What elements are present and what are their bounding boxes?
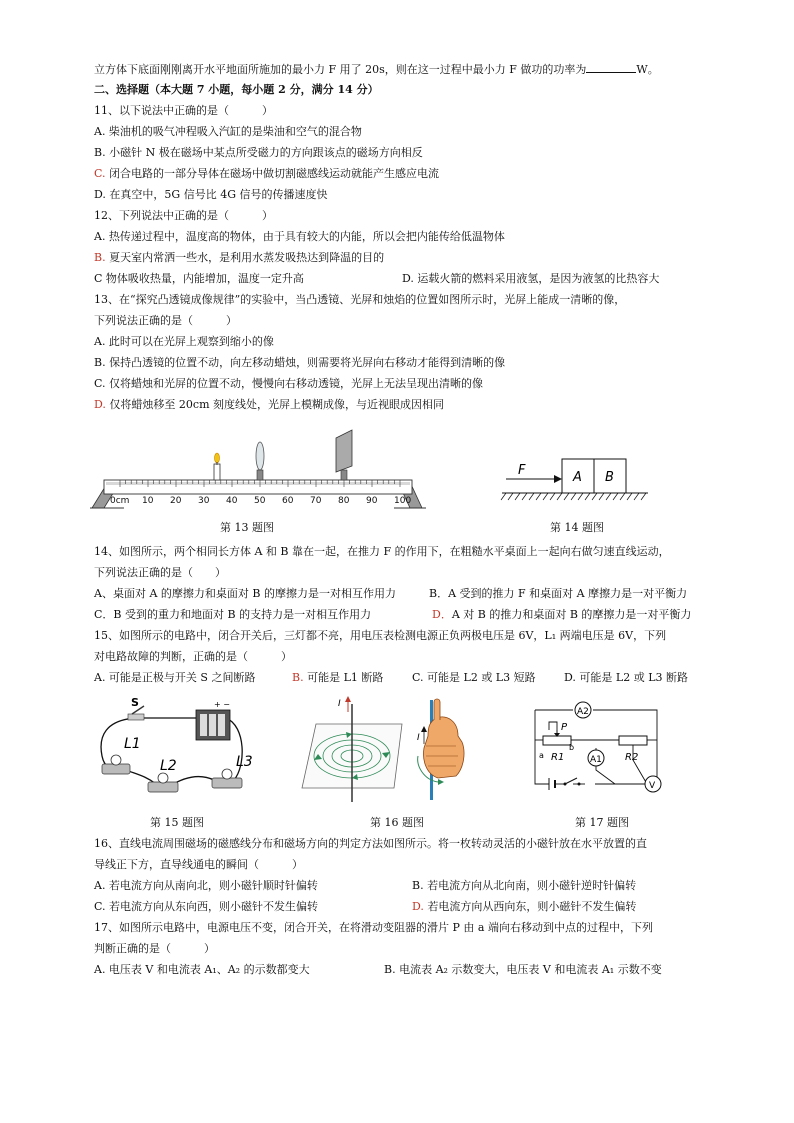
section-title: 二、选择题（本大题 7 小题，每小题 2 分，满分 14 分） — [94, 83, 379, 96]
fig17-b-end: b — [569, 743, 575, 752]
fig17-r2-label: R2 — [625, 752, 639, 763]
right-hand-icon — [418, 699, 464, 800]
q13-option-a: A. 此时可以在光屏上观察到缩小的像 — [94, 335, 274, 348]
ground-hatch — [536, 493, 541, 500]
fig13-caption: 第 13 题图 — [220, 521, 274, 534]
q15-option-b-text: 可能是 L1 断路 — [303, 671, 384, 684]
q13-option-c: C. 仅将蜡烛和光屏的位置不动，慢慢向右移动透镜，光屏上无法呈现出清晰的像 — [94, 377, 484, 390]
q17-option-a: A. 电压表 V 和电流表 A₁、A₂ 的示数都变大 — [94, 963, 310, 976]
fig15-l1-label: L1 — [124, 736, 141, 752]
q13-option-d-letter: D. — [94, 398, 106, 411]
q11-option-c — [94, 167, 439, 181]
bench-tick-label: 80 — [338, 496, 350, 506]
bench-tick-label: 60 — [282, 496, 294, 506]
ground-hatch — [522, 493, 527, 500]
q15-stem-1: 15、如图所示的电路中，闭合开关后，三灯都不亮，用电压表检测电源正负两极电压是 6V，L₁ 两端电压是 6V，下列 — [94, 629, 667, 642]
fig17-r1-label: R1 — [551, 752, 565, 763]
fig15-circuit — [96, 696, 256, 804]
ground-hatch — [641, 493, 646, 500]
q16-option-d — [412, 900, 636, 914]
intro-line — [94, 62, 659, 77]
candle — [214, 453, 220, 480]
q11-option-d: D. 在真空中，5G 信号比 4G 信号的传播速度快 — [94, 188, 328, 201]
q11-option-c-letter: C. — [94, 167, 106, 180]
intro-suffix: W。 — [636, 63, 659, 76]
fig17-v-label: V — [649, 781, 656, 791]
q15-option-b — [292, 671, 383, 685]
ground-hatch — [592, 493, 597, 500]
ground-hatch — [620, 493, 625, 500]
q13-stem-1: 13、在“探究凸透镜成像规律”的实验中，当凸透镜、光屏和烛焰的位置如图所示时，光屏上能成一清晰的像， — [94, 293, 626, 306]
fig17-circuit — [525, 700, 665, 800]
q14-stem-2: 下列说法正确的是（ ） — [94, 566, 226, 579]
q14-option-d — [432, 608, 691, 622]
fig15-switch-label: S — [131, 696, 139, 709]
q16-option-d-text: 若电流方向从西向东，则小磁针不发生偏转 — [423, 900, 637, 913]
q13-option-b: B. 保持凸透镜的位置不动，向左移动蜡烛，则需要将光屏向右移动才能得到清晰的像 — [94, 356, 506, 369]
q14-option-d-letter: D． — [432, 608, 452, 621]
q14-option-d-text: A 对 B 的推力和桌面对 B 的摩擦力是一对平衡力 — [451, 608, 692, 621]
bench-tick-label: 30 — [198, 496, 210, 506]
bench-tick-label: 20 — [170, 496, 182, 506]
q12-option-c: C 物体吸收热量，内能增加，温度一定升高 — [94, 272, 304, 285]
fig14-block-a: A — [573, 470, 582, 485]
ground-hatch — [599, 493, 604, 500]
q13-option-d — [94, 398, 444, 412]
ground-hatch — [529, 493, 534, 500]
fig17-a1-label: A1 — [590, 755, 602, 765]
q15-option-d: D. 可能是 L2 或 L3 断路 — [564, 671, 689, 684]
q11-option-c-text: 闭合电路的一部分导体在磁场中做切割磁感线运动就能产生感应电流 — [105, 167, 440, 180]
q16-option-a: A. 若电流方向从南向北，则小磁针顺时针偏转 — [94, 879, 318, 892]
q11-option-a: A. 柴油机的吸气冲程吸入汽缸的是柴油和空气的混合物 — [94, 125, 362, 138]
bench-tick-label: 100 — [394, 496, 412, 506]
fig15-l3-label: L3 — [236, 754, 253, 770]
ground-hatch — [543, 493, 548, 500]
q16-stem-2: 导线正下方，直导线通电的瞬间（ ） — [94, 858, 303, 871]
bench-tick-label: 40 — [226, 496, 238, 506]
q12-option-b-text: 夏天室内常洒一些水，是利用水蒸发吸热达到降温的目的 — [105, 251, 385, 264]
fig14-block-b: B — [605, 470, 614, 485]
battery-pack — [196, 700, 230, 740]
q15-stem-2: 对电路故障的判断，正确的是（ ） — [94, 650, 292, 663]
ground-hatch — [613, 493, 618, 500]
q13-option-d-text: 仅将蜡烛移至 20cm 刻度线处，光屏上模糊成像，与近视眼成因相同 — [105, 398, 445, 411]
q16-stem-1: 16、直线电流周围磁场的磁感线分布和磁场方向的判定方法如图所示。将一枚转动灵活的小磁针放在水平放置的直 — [94, 837, 647, 850]
lamp-l1 — [102, 755, 130, 774]
bench-tick-label: 50 — [254, 496, 266, 506]
fig16-magnetic-field — [298, 696, 488, 806]
ground-hatch — [571, 493, 576, 500]
ground-hatch — [557, 493, 562, 500]
lamp-l2 — [148, 773, 178, 792]
q12-stem: 12、下列说法中正确的是（ ） — [94, 209, 273, 222]
fig14-caption: 第 14 题图 — [550, 521, 604, 534]
q15-option-a: A. 可能是正极与开关 S 之间断路 — [94, 671, 256, 684]
ground-hatch — [508, 493, 513, 500]
convex-lens — [256, 442, 264, 480]
q17-stem-2: 判断正确的是（ ） — [94, 942, 215, 955]
fig17-a-end: a — [539, 751, 544, 760]
ground-hatch — [515, 493, 520, 500]
light-screen — [336, 430, 352, 480]
q11-stem: 11、以下说法中正确的是（ ） — [94, 104, 273, 117]
ground-hatch — [550, 493, 555, 500]
q17-stem-1: 17、如图所示电路中，电源电压不变，闭合开关，在将滑动变阻器的滑片 P 由 a 端向右移动到中点的过程中，下列 — [94, 921, 653, 934]
ground-hatch — [501, 493, 506, 500]
fig15-caption: 第 15 题图 — [150, 816, 204, 829]
bench-tick-label: 10 — [142, 496, 154, 506]
fig17-caption: 第 17 题图 — [575, 816, 629, 829]
q17-option-b: B. 电流表 A₂ 示数变大，电压表 V 和电流表 A₁ 示数不变 — [384, 963, 662, 976]
q14-option-a: A、桌面对 A 的摩擦力和桌面对 B 的摩擦力是一对相互作用力 — [94, 587, 396, 600]
fig17-a2-label: A2 — [577, 707, 589, 717]
bench-tick-label: 70 — [310, 496, 322, 506]
ground-hatch — [606, 493, 611, 500]
fig16-caption: 第 16 题图 — [370, 816, 424, 829]
fig16-current-label-left: I — [338, 699, 341, 709]
svg-text:+ −: + − — [214, 700, 230, 709]
fig13-optical-bench — [94, 420, 424, 515]
answer-blank[interactable] — [586, 62, 636, 73]
q12-option-b — [94, 251, 384, 265]
bench-tick-label: 90 — [366, 496, 378, 506]
ground-hatch — [634, 493, 639, 500]
q14-option-c: C．B 受到的重力和地面对 B 的支持力是一对相互作用力 — [94, 608, 372, 621]
fig14-blocks — [502, 455, 652, 505]
q12-option-d: D. 运载火箭的燃料采用液氢，是因为液氢的比热容大 — [402, 272, 660, 285]
q12-option-a: A. 热传递过程中，温度高的物体，由于具有较大的内能，所以会把内能传给低温物体 — [94, 230, 505, 243]
intro-text: 立方体下底面刚刚离开水平地面所施加的最小力 F 用了 20s，则在这一过程中最小力 F 做功的功率为 — [94, 63, 587, 76]
q13-stem-2: 下列说法正确的是（ ） — [94, 314, 237, 327]
ground-hatch — [585, 493, 590, 500]
q16-option-c: C. 若电流方向从东向西，则小磁针不发生偏转 — [94, 900, 319, 913]
ground-hatch — [578, 493, 583, 500]
q12-option-b-letter: B. — [94, 251, 106, 264]
q15-option-c: C. 可能是 L2 或 L3 短路 — [412, 671, 536, 684]
fig16-current-label-right: I — [417, 733, 420, 743]
q14-stem-1: 14、如图所示，两个相同长方体 A 和 B 靠在一起，在推力 F 的作用下，在粗糙水平桌面上一起向右做匀速直线运动， — [94, 545, 670, 558]
q15-option-b-letter: B. — [292, 671, 304, 684]
q16-option-b: B. 若电流方向从北向南，则小磁针逆时针偏转 — [412, 879, 637, 892]
lamp-l3 — [212, 769, 242, 788]
q14-option-b: B．A 受到的推力 F 和桌面对 A 摩擦力是一对平衡力 — [429, 587, 688, 600]
ground-hatch — [564, 493, 569, 500]
q11-option-b: B. 小磁针 N 极在磁场中某点所受磁力的方向跟该点的磁场方向相反 — [94, 146, 423, 159]
fig17-p-label: P — [561, 722, 568, 733]
bench-tick-label: 0cm — [110, 496, 130, 506]
fig15-l2-label: L2 — [160, 758, 177, 774]
ground-hatch — [627, 493, 632, 500]
q16-option-d-letter: D. — [412, 900, 424, 913]
fig14-force-label: F — [518, 463, 526, 478]
